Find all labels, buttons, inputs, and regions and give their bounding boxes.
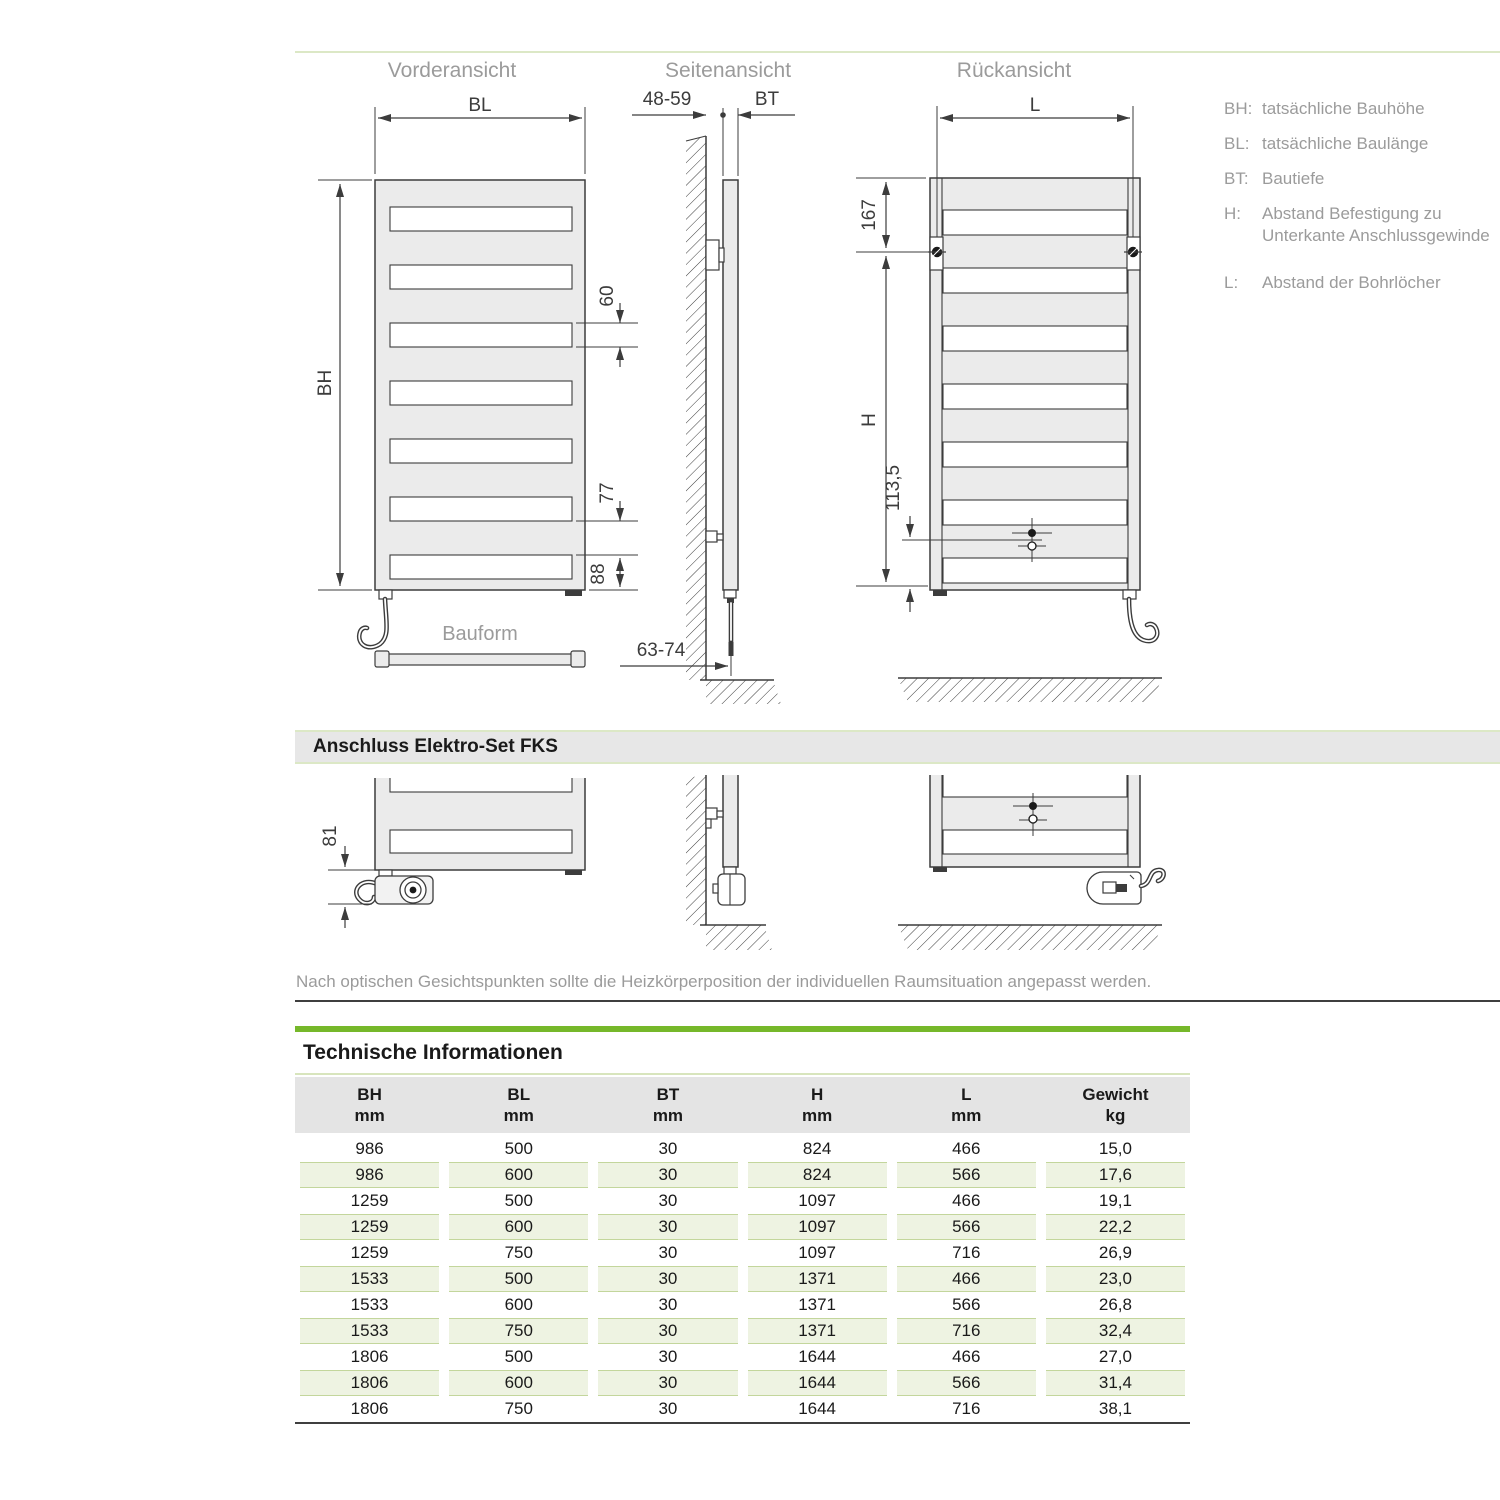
table-cell: 30 xyxy=(598,1162,737,1188)
wall-hatch xyxy=(686,136,706,680)
floor-hatch xyxy=(706,925,772,950)
foot xyxy=(933,590,947,596)
legend-key: L: xyxy=(1224,273,1239,292)
section-banner-title: Anschluss Elektro-Set FKS xyxy=(313,736,558,757)
table-cell: 26,9 xyxy=(1098,1243,1132,1262)
table-cell: 1097 xyxy=(798,1243,837,1262)
table-cell: 30 xyxy=(658,1243,678,1262)
table-cell: 566 xyxy=(897,1214,1036,1240)
table-cell: 500 xyxy=(504,1347,533,1366)
column-unit: mm xyxy=(503,1106,534,1125)
dim-label-h: H xyxy=(859,413,880,427)
position-note: Nach optischen Gesichtspunkten sollte die Heizkörperposition der individuellen Raumsituation angepasst werden. xyxy=(296,972,1152,991)
column-label: BL xyxy=(507,1085,531,1104)
legend-item-bt xyxy=(1224,168,1324,190)
foot xyxy=(933,867,947,872)
table-cell: 500 xyxy=(504,1139,533,1158)
table-row xyxy=(295,1396,1190,1422)
table-cell: 986 xyxy=(300,1162,439,1188)
power-cable xyxy=(1129,599,1157,641)
table-row xyxy=(295,1344,1190,1370)
table-cell: 716 xyxy=(952,1243,981,1262)
wall-hatch xyxy=(686,775,706,925)
view-title-front: Vorderansicht xyxy=(387,59,517,82)
table-cell: 466 xyxy=(897,1266,1036,1292)
column-label: BH xyxy=(357,1085,382,1104)
table-cell: 500 xyxy=(504,1191,533,1210)
column-label: L xyxy=(961,1085,972,1104)
table-cell: 1644 xyxy=(748,1370,887,1396)
table-cell: 1806 xyxy=(350,1399,389,1418)
table-cell: 824 xyxy=(802,1139,832,1158)
table-cell: 22,2 xyxy=(1046,1214,1185,1240)
elektro-set-drawings xyxy=(300,770,1200,960)
cable-gland xyxy=(724,590,736,598)
view-title-rear: Rückansicht xyxy=(956,59,1072,82)
column-header-bh xyxy=(295,1084,444,1126)
table-cell: 30 xyxy=(598,1266,737,1292)
table-cell: 466 xyxy=(952,1139,981,1158)
legend-key: BH: xyxy=(1224,99,1253,118)
foot xyxy=(565,870,582,875)
table-cell: 30 xyxy=(658,1139,678,1158)
valve xyxy=(706,808,717,819)
wall-bracket xyxy=(706,240,719,270)
rear-view-drawing xyxy=(856,95,1162,702)
table-cell: 1644 xyxy=(798,1347,837,1366)
table-cell: 19,1 xyxy=(1098,1191,1132,1210)
bauform-top-view xyxy=(375,651,585,667)
legend-item-l xyxy=(1224,272,1441,294)
table-cell: 716 xyxy=(897,1318,1036,1344)
table-cell: 38,1 xyxy=(1098,1399,1132,1418)
mounting-bracket-right xyxy=(1124,237,1142,270)
elektro-rear-fragment xyxy=(898,770,1164,950)
table-cell: 30 xyxy=(598,1214,737,1240)
front-view-drawing xyxy=(315,95,638,667)
top-divider xyxy=(295,51,1500,53)
table-cell: 30 xyxy=(598,1370,737,1396)
mounting-bracket-left xyxy=(928,237,946,270)
table-row xyxy=(295,1292,1190,1318)
elektro-set-box xyxy=(375,876,433,904)
legend-item-bl xyxy=(1224,133,1428,155)
dim-label-113-5: 113,5 xyxy=(883,464,904,512)
table-cell: 30 xyxy=(658,1347,678,1366)
dim-label-l: L xyxy=(1029,95,1041,116)
table-cell: 566 xyxy=(897,1370,1036,1396)
column-header-l xyxy=(892,1084,1041,1126)
dim-label-bl: BL xyxy=(468,95,492,116)
table-cell: 32,4 xyxy=(1046,1318,1185,1344)
table-header-row xyxy=(295,1077,1190,1133)
table-cell: 30 xyxy=(598,1318,737,1344)
legend-text: tatsächliche Baulänge xyxy=(1262,134,1429,153)
table-cell: 17,6 xyxy=(1046,1162,1185,1188)
table-cell: 1806 xyxy=(350,1347,389,1366)
cable-gland xyxy=(379,870,392,876)
table-cell: 23,0 xyxy=(1046,1266,1185,1292)
table-cell: 1533 xyxy=(300,1318,439,1344)
floor-hatch xyxy=(706,680,781,704)
column-header-bl xyxy=(444,1084,593,1126)
dim-label-88: 88 xyxy=(588,563,609,585)
table-cell: 1806 xyxy=(300,1370,439,1396)
elektro-set-box xyxy=(713,874,745,905)
table-cell: 750 xyxy=(449,1318,588,1344)
view-title-side: Seitenansicht xyxy=(664,59,792,82)
column-unit: mm xyxy=(354,1106,385,1125)
floor-hatch xyxy=(898,925,1162,950)
table-title: Technische Informationen xyxy=(303,1041,563,1064)
table-cell: 466 xyxy=(952,1191,981,1210)
column-header-h xyxy=(743,1084,892,1126)
legend-key: H: xyxy=(1224,204,1241,223)
column-unit: kg xyxy=(1105,1106,1126,1125)
table-cell: 750 xyxy=(504,1399,533,1418)
column-label: Gewicht xyxy=(1082,1085,1149,1104)
dim-label-48-59: 48-59 xyxy=(642,90,692,110)
title-divider xyxy=(295,1073,1190,1075)
elektro-side-fragment xyxy=(686,775,772,950)
table-cell: 1371 xyxy=(798,1295,837,1314)
table-cell: 986 xyxy=(355,1139,384,1158)
table-row xyxy=(295,1240,1190,1266)
table-cell: 600 xyxy=(449,1214,588,1240)
valve xyxy=(706,531,717,542)
technical-drawing-views xyxy=(300,90,1200,720)
legend-item-bh xyxy=(1224,98,1425,120)
table-cell: 1259 xyxy=(350,1191,389,1210)
floor-hatch xyxy=(898,678,1162,702)
table-row xyxy=(295,1214,1190,1240)
table-cell: 566 xyxy=(897,1162,1036,1188)
table-cell: 600 xyxy=(449,1370,588,1396)
column-header-gewicht xyxy=(1041,1084,1190,1126)
column-unit: mm xyxy=(801,1106,833,1125)
side-view-drawing xyxy=(620,90,795,704)
cable-gland xyxy=(724,867,736,874)
table-row xyxy=(295,1370,1190,1396)
table-cell: 1259 xyxy=(300,1214,439,1240)
column-label: BT xyxy=(656,1085,680,1104)
table-cell: 30 xyxy=(658,1191,678,1210)
table-cell: 1097 xyxy=(748,1214,887,1240)
table-cell: 1371 xyxy=(748,1266,887,1292)
table-cell: 466 xyxy=(952,1347,981,1366)
table-cell: 1533 xyxy=(300,1266,439,1292)
column-unit: mm xyxy=(951,1106,982,1125)
table-row xyxy=(295,1136,1190,1162)
table-cell: 600 xyxy=(449,1162,588,1188)
foot xyxy=(565,590,582,596)
table-cell: 1371 xyxy=(748,1318,887,1344)
table-cell: 15,0 xyxy=(1098,1139,1132,1158)
dim-label-63-74: 63-74 xyxy=(636,640,686,661)
table-cell: 30 xyxy=(658,1399,678,1418)
dim-label-60: 60 xyxy=(597,285,618,307)
elektro-front-fragment xyxy=(320,770,585,928)
column-unit: mm xyxy=(652,1106,684,1125)
table-cell: 1259 xyxy=(350,1243,389,1262)
table-cell: 1644 xyxy=(798,1399,837,1418)
legend-text: Abstand Befestigung zu Unterkante Anschlussgewinde xyxy=(1262,204,1490,245)
table-cell: 26,8 xyxy=(1098,1295,1132,1314)
table-cell: 750 xyxy=(504,1243,533,1262)
table-bottom-rule xyxy=(295,1422,1190,1424)
dim-label-77: 77 xyxy=(597,482,618,504)
legend-text: tatsächliche Bauhöhe xyxy=(1262,99,1425,118)
table-cell: 566 xyxy=(952,1295,981,1314)
technical-information-section xyxy=(295,1026,1190,1424)
table-cell: 716 xyxy=(952,1399,981,1418)
table-row xyxy=(295,1162,1190,1188)
table-cell: 31,4 xyxy=(1046,1370,1185,1396)
table-cell: 824 xyxy=(748,1162,887,1188)
column-label: H xyxy=(810,1085,824,1104)
dim-label-bt: BT xyxy=(754,90,780,110)
legend-key: BL: xyxy=(1224,134,1250,153)
table-cell: 500 xyxy=(449,1266,588,1292)
table-row xyxy=(295,1188,1190,1214)
column-header-bt xyxy=(593,1084,742,1126)
table-cell: 1097 xyxy=(798,1191,837,1210)
section-divider xyxy=(295,1000,1500,1002)
table-cell: 30 xyxy=(658,1295,678,1314)
section-banner xyxy=(295,730,1500,764)
table-cell: 27,0 xyxy=(1098,1347,1132,1366)
bauform-label: Bauform xyxy=(442,623,518,645)
legend-text: Abstand der Bohrlöcher xyxy=(1262,273,1441,292)
legend-text: Bautiefe xyxy=(1262,169,1325,188)
legend-item-h xyxy=(1224,203,1496,247)
table-cell: 1533 xyxy=(350,1295,389,1314)
table-row xyxy=(295,1266,1190,1292)
legend-key: BT: xyxy=(1224,169,1249,188)
table-cell: 600 xyxy=(504,1295,533,1314)
table-body xyxy=(295,1136,1190,1422)
dim-label-81: 81 xyxy=(320,825,341,847)
dim-label-bh: BH xyxy=(315,369,336,397)
elektro-set-box xyxy=(1087,872,1141,904)
dim-label-167: 167 xyxy=(859,199,880,231)
table-row xyxy=(295,1318,1190,1344)
